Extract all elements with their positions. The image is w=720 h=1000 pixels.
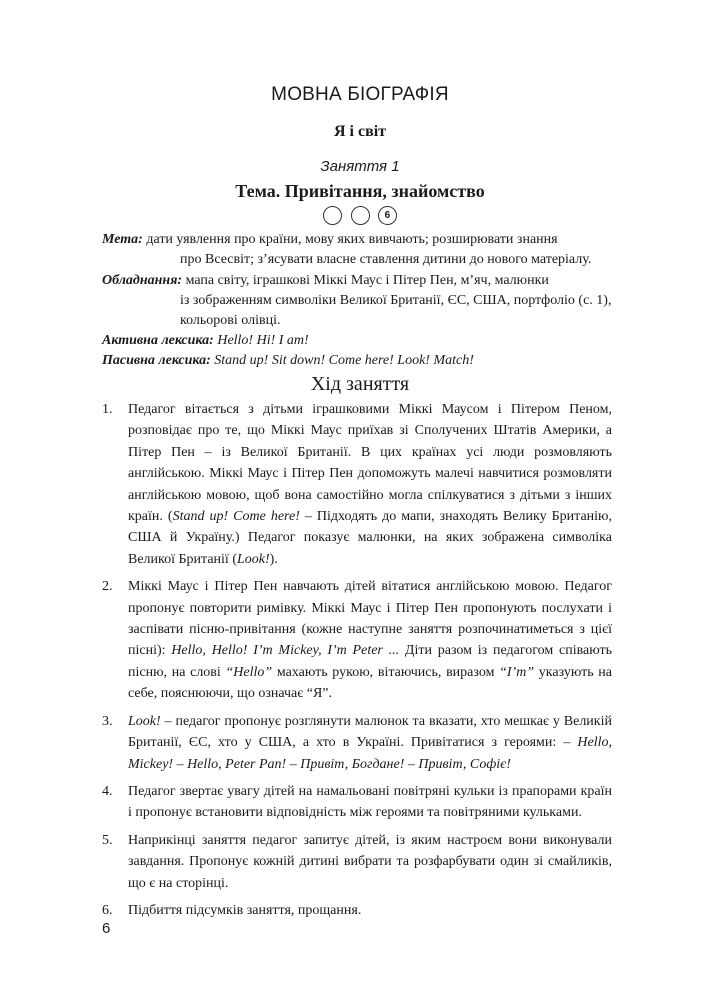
step-text-italic: Stand up! Come here! <box>172 509 300 525</box>
step-text-italic: – Hello, Mickey! – Hello, Peter Pan! – Привіт, Богдане! – Привіт, Софіє! <box>128 735 612 772</box>
step-text: Педагог звертає увагу дітей на намальовані повітряні кульки із прапорами країн і пропонує встановити відповідність між героями та повітряними кульками. <box>128 783 612 821</box>
step-number: 2. <box>102 579 113 595</box>
step-number: 1. <box>102 402 113 417</box>
rating-circles <box>0 206 720 225</box>
page-title: МОВНА БІОГРАФІЯ <box>271 84 449 105</box>
step-text-italic: Look! <box>236 551 270 567</box>
step-text: ). <box>269 551 278 567</box>
step-text: Діти разом із педагогом співають пісню, на слові <box>128 643 612 680</box>
step-number: 6. <box>102 902 113 918</box>
equipment-block <box>102 271 612 331</box>
empty-circle-icon <box>323 206 342 225</box>
goal-block <box>102 230 612 270</box>
equipment-label: Обладнання: <box>102 273 183 288</box>
topic-title: Тема. Привітання, знайомство <box>235 181 485 201</box>
list-item <box>102 399 612 570</box>
list-item <box>102 830 612 894</box>
passive-vocab-line <box>102 351 612 371</box>
goal-text: дати уявлення про країни, мову яких вивчають; розширювати знання <box>146 232 558 247</box>
step-text-italic: “Hello” <box>225 664 273 680</box>
active-vocab-text: Hello! Hi! I am! <box>217 333 309 348</box>
passive-vocab-text: Stand up! Sit down! Come here! Look! Match! <box>214 353 474 368</box>
step-text: указують на себе, пояснюючи, що означає “Я”. <box>128 664 612 702</box>
step-text: – педагог пропонує розглянути малюнок та вказати, хто мешкає у Великій Британії, ЄС, хто у США, а хто в Україні. Привітатися з героями: <box>128 713 612 751</box>
step-text: Міккі Маус і Пітер Пен навчають дітей вітатися англійською мовою. Педагог пропонує повторити римівку. Міккі Маус і Пітер Пен пропонують послухати і заспівати пісню-привітання (кожне наступне заняття розпочинатиметься з цієї пісні): <box>128 579 612 659</box>
step-number: 5. <box>102 832 113 848</box>
list-item <box>102 576 612 704</box>
passive-vocab-label: Пасивна лексика: <box>102 353 211 368</box>
active-vocab-line <box>102 331 612 351</box>
step-text: – Підходять до мапи, знаходять Велику Британію, США й Україну.) Педагог показує малюнки, на яких зображена символіка Великої Британії ( <box>128 509 612 567</box>
equipment-text-3: кольорові олівці. <box>180 313 281 328</box>
step-text-italic: Hello, Hello! I’m Mickey, I’m Peter ... <box>171 643 400 659</box>
section-title: Я і світ <box>333 123 387 140</box>
step-text: махають рукою, вітаючись, виразом <box>272 664 500 680</box>
active-vocab-label: Активна лексика: <box>102 333 214 348</box>
goal-text-2: про Всесвіт; з’ясувати власне ставлення дитини до нового матеріалу. <box>180 252 592 267</box>
list-item <box>102 781 612 824</box>
numbered-circle-icon: 6 <box>378 206 397 225</box>
step-number: 4. <box>102 783 113 799</box>
step-text: Наприкінці заняття педагог запитує дітей, із яким настроєм вони виконували завдання. Пропонує кожній дитині вибрати та розфарбувати один зі смайликів, що є на сторінці. <box>128 832 612 891</box>
equipment-text-2: із зображенням символіки Великої Британії, ЄС, США, портфоліо (с. 1), <box>180 293 612 308</box>
step-text-italic: “I’m” <box>499 664 535 680</box>
step-text: Педагог вітається з дітьми іграшковими Міккі Маусом і Пітером Пеном, розповідає про те, що Міккі Маус приїхав зі Сполучених Штатів Америки, а Пітер Пен – із Великої Британії. В цих країнах усі люди розмовляють англійською. Міккі Маус і Пітер Пен допоможуть малечі навчитися розмовляти англійською мовою, щоб вона самостійно могла спілкуватися з дітьми з інших країн. ( <box>128 402 612 525</box>
step-text-italic: Look! <box>128 713 161 729</box>
page-number: 6 <box>102 920 111 937</box>
equipment-text: мапа світу, іграшкові Міккі Маус і Пітер Пен, м’яч, малюнки <box>185 273 549 288</box>
list-item <box>102 711 612 775</box>
step-text: Підбиття підсумків заняття, прощання. <box>128 902 362 918</box>
procedure-title: Хід заняття <box>310 373 410 395</box>
goal-label: Мета: <box>102 232 143 247</box>
step-number: 3. <box>102 713 113 729</box>
lesson-label: Заняття 1 <box>320 158 400 175</box>
list-item <box>102 900 612 921</box>
empty-circle-icon <box>351 206 370 225</box>
procedure-steps <box>102 399 612 927</box>
